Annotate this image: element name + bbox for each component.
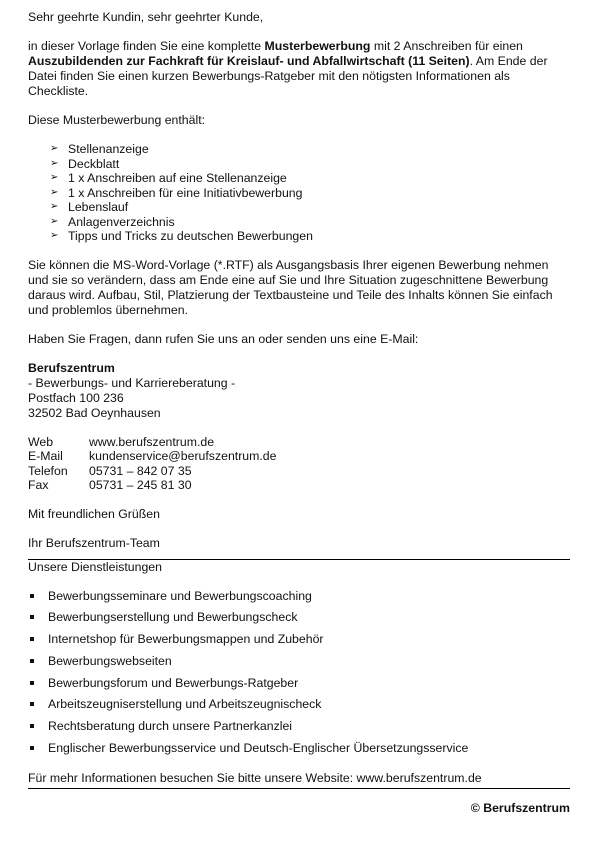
list-item-label: Stellenanzeige: [68, 142, 149, 156]
intro-text-3: . Am Ende der Datei finden Sie einen kurzen Bewerbungs-Ratgeber mit den nötigsten Informationen als Checkliste.: [28, 54, 548, 98]
square-bullet-icon: [30, 702, 34, 706]
questions-paragraph: Haben Sie Fragen, dann rufen Sie uns an oder senden uns eine E-Mail:: [28, 331, 419, 346]
copyright: © Berufszentrum: [470, 800, 570, 815]
list-item-label: 1 x Anschreiben auf eine Stellenanzeige: [68, 171, 287, 185]
square-bullet-icon: [30, 594, 34, 598]
service-label: Rechtsberatung durch unsere Partnerkanzlei: [48, 719, 293, 734]
square-bullet-icon: [30, 615, 34, 619]
service-label: Englischer Bewerbungsservice und Deutsch-Englischer Übersetzungsservice: [48, 741, 469, 756]
list-item: [50, 186, 570, 201]
list-item: [50, 171, 570, 186]
square-bullet-icon: [30, 681, 34, 685]
contact-value: www.berufszentrum.de: [89, 434, 215, 449]
contact-table: [28, 435, 276, 493]
closing: Mit freundlichen Grüßen: [28, 506, 160, 521]
contact-label: Web: [28, 434, 54, 449]
list-item: [28, 741, 570, 763]
list-item-label: Lebenslauf: [68, 200, 129, 214]
list-item: [50, 157, 570, 172]
arrow-bullet-icon: ➢: [50, 230, 59, 241]
address-line-1: - Bewerbungs- und Karriereberatung -: [28, 375, 236, 390]
contact-label: Telefon: [28, 463, 68, 478]
list-item: [28, 676, 570, 698]
intro-bold-1: Musterbewerbung: [264, 39, 371, 53]
list-item: [28, 589, 570, 611]
square-bullet-icon: [30, 724, 34, 728]
signature: Ihr Berufszentrum-Team: [28, 535, 160, 550]
intro-bold-2: Auszubildenden zur Fachkraft für Kreislauf- und Abfallwirtschaft (11 Seiten): [28, 54, 470, 68]
list-item: [50, 200, 570, 215]
list-item-label: Deckblatt: [68, 156, 120, 171]
arrow-bullet-icon: ➢: [50, 215, 59, 227]
address-line-2: Postfach 100 236: [28, 390, 124, 405]
services-heading: Unsere Dienstleistungen: [28, 559, 162, 574]
list-item: [50, 215, 570, 230]
contact-row-email: [28, 449, 276, 464]
intro-paragraph: [28, 39, 570, 99]
contact-value: 05731 – 245 81 30: [89, 478, 192, 492]
contact-label: E-Mail: [28, 449, 63, 463]
contents-list: [28, 142, 570, 244]
list-item-label: Anlagenverzeichnis: [68, 214, 175, 229]
company-name-text: Berufszentrum: [28, 360, 115, 375]
footer-text: Für mehr Informationen besuchen Sie bitte unsere Website: www.berufszentrum.de: [28, 770, 482, 785]
list-item: [50, 142, 570, 157]
service-label: Bewerbungswebseiten: [48, 653, 172, 668]
contact-row-fax: [28, 478, 276, 493]
intro-text-1: in dieser Vorlage finden Sie eine komplette: [28, 39, 265, 53]
arrow-bullet-icon: ➢: [50, 186, 59, 198]
address-block: [28, 361, 570, 421]
arrow-bullet-icon: ➢: [50, 172, 59, 183]
square-bullet-icon: [30, 659, 34, 663]
service-label: Bewerbungsseminare und Bewerbungscoaching: [48, 588, 312, 603]
contact-value: kundenservice@berufszentrum.de: [89, 449, 277, 463]
greeting: Sehr geehrte Kundin, sehr geehrter Kunde,: [28, 10, 264, 24]
arrow-bullet-icon: ➢: [50, 201, 59, 212]
intro-text-2: mit 2 Anschreiben für einen: [370, 39, 523, 53]
service-label: Bewerbungsforum und Bewerbungs-Ratgeber: [48, 675, 299, 690]
square-bullet-icon: [30, 637, 34, 641]
service-label: Arbeitszeugniserstellung und Arbeitszeugnischeck: [48, 697, 322, 712]
list-item: [28, 632, 570, 654]
list-item: [28, 697, 570, 719]
list-item-label: Tipps und Tricks zu deutschen Bewerbungen: [68, 229, 313, 243]
document-page: [28, 10, 570, 816]
list-item: [28, 719, 570, 741]
service-label: Internetshop für Bewerbungsmappen und Zubehör: [48, 632, 324, 647]
list-item: [28, 610, 570, 632]
list-item-label: 1 x Anschreiben für eine Initiativbewerbung: [68, 185, 303, 200]
contact-label: Fax: [28, 478, 49, 492]
contact-row-phone: [28, 464, 276, 479]
contact-row-web: [28, 435, 276, 450]
contact-value: 05731 – 842 07 35: [89, 463, 192, 478]
company-name: [28, 361, 570, 376]
arrow-bullet-icon: ➢: [50, 157, 59, 169]
list-item: [28, 654, 570, 676]
square-bullet-icon: [30, 746, 34, 750]
address-line-3: 32502 Bad Oeynhausen: [28, 405, 161, 420]
list-item: [50, 229, 570, 244]
services-list: [28, 589, 570, 763]
arrow-bullet-icon: ➢: [50, 143, 59, 154]
usage-paragraph: Sie können die MS-Word-Vorlage (*.RTF) als Ausgangsbasis Ihrer eigenen Bewerbung nehmen und sie so verändern, dass am Ende eine auf Sie und Ihre Situation zugeschnittene Bewerbung daraus wird. Aufbau, Stil, Platzierung der Textbausteine und Teile des Inhalts können Sie einfach und problemlos übernehmen.: [28, 257, 553, 317]
contents-heading: Diese Musterbewerbung enthält:: [28, 113, 206, 127]
service-label: Bewerbungserstellung und Bewerbungscheck: [48, 610, 298, 625]
